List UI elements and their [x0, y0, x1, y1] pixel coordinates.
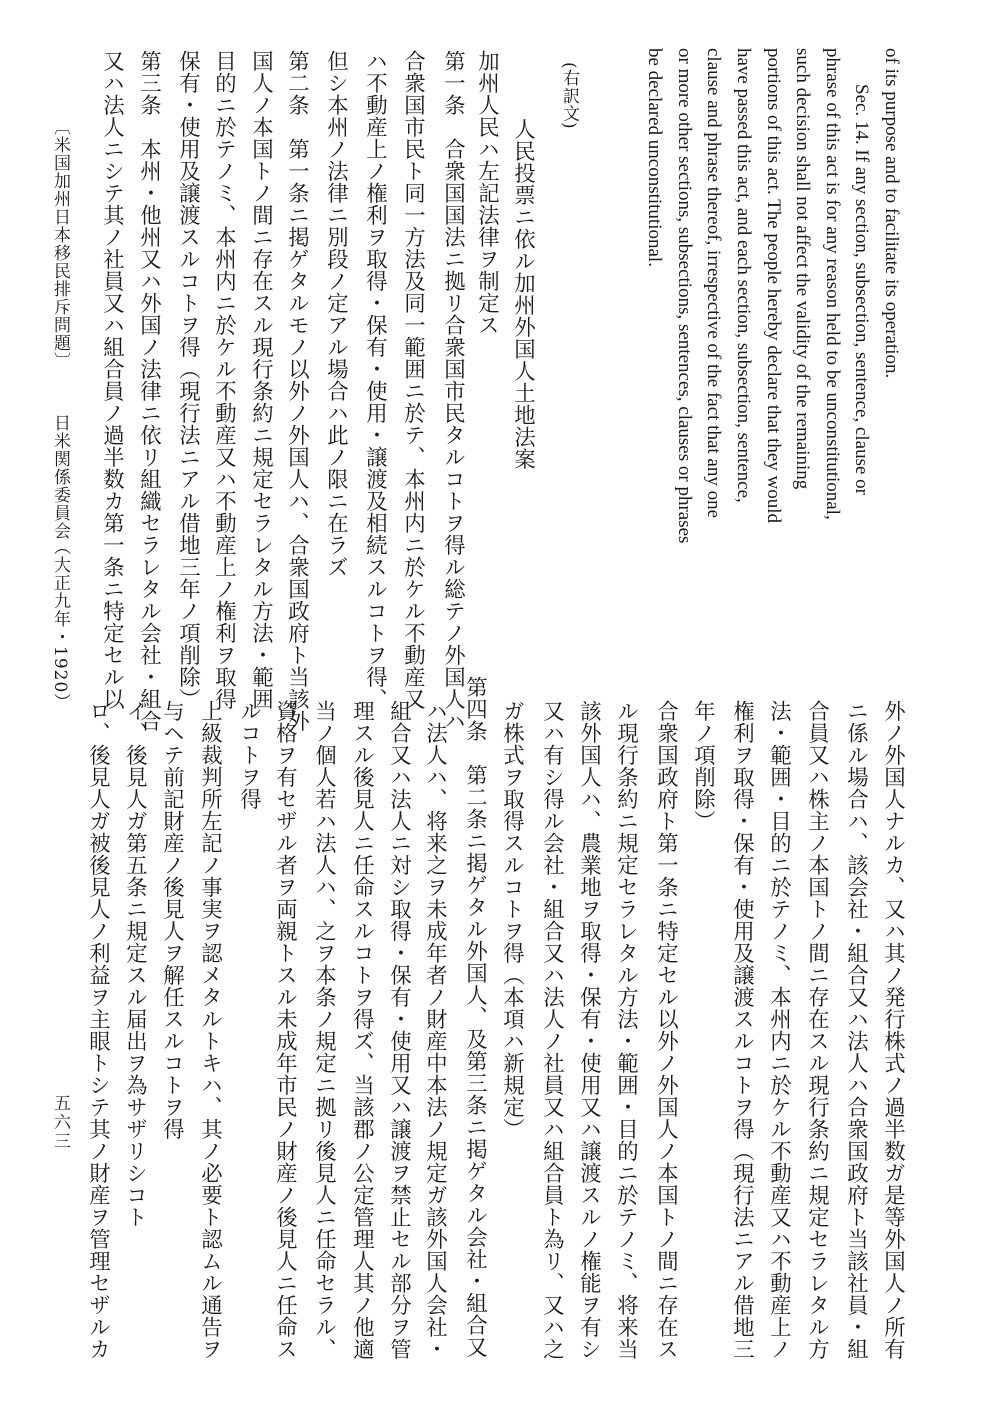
japanese-column: 組合又ハ法人ニ対シ取得・保有・使用又ハ譲渡ヲ禁止セル部分ヲ管 [386, 700, 412, 1360]
english-line: or more other sections, subsections, sentences, clauses or phrases [673, 48, 695, 544]
japanese-column: 年ノ項削除） [690, 700, 716, 832]
page-number: 五六三 [50, 1094, 70, 1151]
japanese-column: ルコトヲ得 [236, 700, 262, 810]
english-line: of its purpose and to facilitate its operation. [881, 48, 902, 379]
english-line: phrase of this act is for any reason held to be unconstitutional, [821, 48, 843, 520]
japanese-column: 外ノ外国人ナルカ、又ハ其ノ発行株式ノ過半数ガ是等外国人ノ所有 [880, 700, 906, 1360]
japanese-column: 保有・使用及譲渡スルコトヲ得（現行法ニアル借地三年ノ項削除） [175, 50, 201, 710]
japanese-column: 目的ニ於テノミ、本州内ニ於ケル不動産又ハ不動産上ノ権利ヲ取得 [211, 50, 237, 710]
english-line: such decision shall not affect the validity of the remaining [792, 48, 814, 490]
english-text-rotated [594, 48, 906, 648]
footer-source-title: 〔米国加州日本移民排斥問題〕 [50, 118, 70, 370]
japanese-column: 該外国人ハ、農業地ヲ取得・保有・使用又ハ譲渡スルノ権能ヲ有シ [576, 700, 602, 1360]
english-line: clause and phrase thereof, irrespective of the fact that any one [703, 48, 725, 519]
japanese-column: 又ハ法人ニシテ其ノ社員又ハ組合員ノ過半数カ第一条ニ特定セル以 [99, 50, 125, 710]
japanese-column: ニ係ル場合ハ、該会社・組合又ハ法人ハ合衆国政府ト当該社員・組 [843, 700, 869, 1360]
japanese-column: 権利ヲ取得・保有・使用及譲渡スルコトヲ得（現行法ニアル借地三 [729, 700, 755, 1360]
japanese-column: 合衆国政府ト第一条ニ特定セル以外ノ外国人ノ本国トノ間ニ存在ス [653, 700, 679, 1360]
japanese-column: 第二条 第一条ニ掲ゲタルモノ以外ノ外国人ハ、合衆国政府ト当該外 [284, 50, 310, 732]
japanese-title: 人民投票ニ依ル加州外国人土地法案 [510, 118, 536, 470]
japanese-column: 加州人民ハ左記法律ヲ制定ス [474, 50, 500, 336]
translation-label: (右訳文) [559, 62, 579, 130]
japanese-column: 国人ノ本国トノ間ニ存在スル現行条約ニ規定セラレタル方法・範囲 [248, 50, 274, 710]
japanese-column: 法・範囲・目的ニ於テノミ、本州内ニ於ケル不動産又ハ不動産上ノ [766, 700, 792, 1360]
japanese-column: ル現行条約ニ規定セラレタル方法・範囲・目的ニ於テノミ、将来当 [613, 700, 639, 1360]
japanese-column: ハ不動産上ノ権利ヲ取得・保有・使用・譲渡及相続スルコトヲ得、 [362, 50, 388, 710]
english-line: have passed this act, and each section, subsection, sentence, [733, 48, 755, 503]
japanese-column: 第三条 本州・他州又ハ外国ノ法律ニ依リ組織セラレタル会社・組合 [136, 50, 162, 732]
japanese-column: ハ法人ハ、将来之ヲ未成年者ノ財産中本法ノ規定ガ該外国人会社・ [422, 700, 448, 1360]
japanese-column: 合員又ハ株主ノ本国トノ間ニ存在スル現行条約ニ規定セラレタル方 [804, 700, 830, 1360]
japanese-column: 上級裁判所左記ノ事実ヲ認メタルトキハ、其ノ必要ト認ムル通告ヲ [197, 700, 223, 1360]
footer-date: （大正九年・1920） [50, 538, 70, 712]
japanese-column: 当ノ個人若ハ法人ハ、之ヲ本条ノ規定ニ拠リ後見人ニ任命セラル、 [311, 700, 337, 1360]
japanese-column: ロ、後見人ガ被後見人ノ利益ヲ主眼トシテ其ノ財産ヲ管理セザルカ [85, 700, 111, 1360]
english-text-block [594, 48, 906, 648]
japanese-column: 但シ本州ノ法律ニ別段ノ定アル場合ハ此ノ限ニ在ラズ [323, 50, 349, 578]
english-line: portions of this act. The people hereby declare that they would [762, 48, 784, 524]
japanese-column: ガ株式ヲ取得スルコトヲ得（本項ハ新規定） [499, 700, 525, 1140]
japanese-column: 第四条 第二条ニ掲ゲタル外国人、及第三条ニ掲ゲタル会社・組合又 [462, 676, 488, 1358]
japanese-column: 与ヘテ前記財産ノ後見人ヲ解任スルコトヲ得 [159, 700, 185, 1140]
japanese-column: 又ハ有シ得ル会社・組合又ハ法人ノ社員又ハ組合員ト為リ、又ハ之 [539, 700, 565, 1360]
japanese-column: イ、後見人ガ第五条ニ規定スル届出ヲ為サザリシコト [122, 700, 148, 1228]
footer-publisher: 日米関係委員会 [50, 414, 70, 540]
japanese-column: 第一条 合衆国国法ニ拠リ合衆国市民タルコトヲ得ル総テノ外国人ハ [440, 50, 466, 732]
english-line: Sec. 14. If any section, subsection, sentence, clause or [851, 84, 873, 496]
japanese-column: 合衆国市民ト同一方法及同一範囲ニ於テ、本州内ニ於ケル不動産又 [400, 50, 426, 710]
japanese-column: 資格ヲ有セザル者ヲ両親トスル未成年市民ノ財産ノ後見人ニ任命ス [272, 700, 298, 1360]
english-line: be declared unconstitutional. [644, 48, 666, 267]
japanese-column: 理スル後見人ニ任命スルコトヲ得ズ、当該郡ノ公定管理人其ノ他適 [349, 700, 375, 1360]
